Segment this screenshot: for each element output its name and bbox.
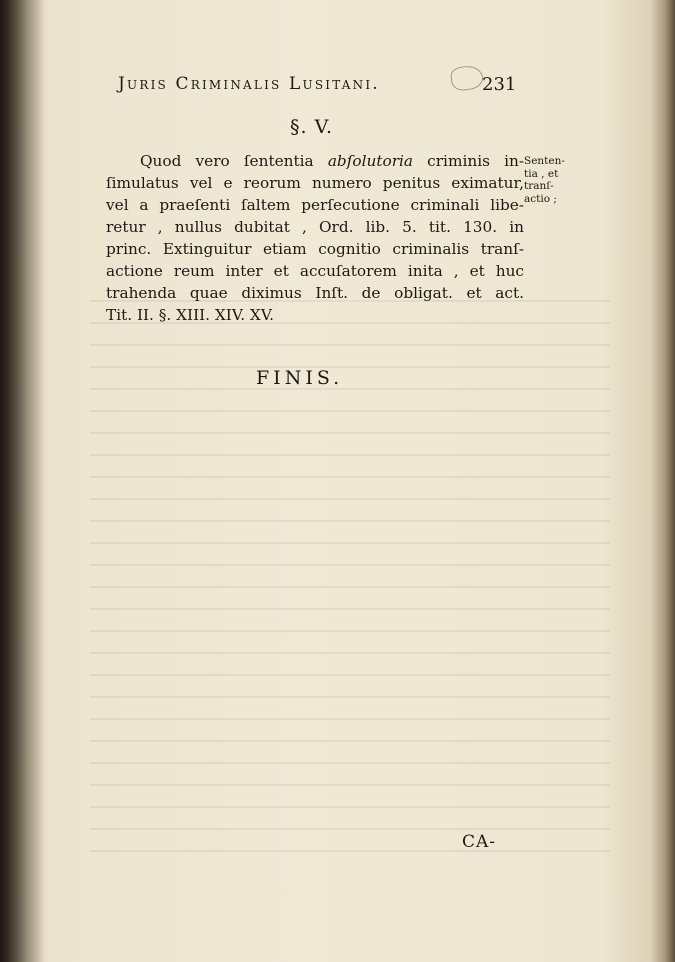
marginal-note-line: tranſ-: [524, 180, 554, 192]
marginal-note: [524, 155, 584, 205]
body-line: princ. Extinguitur etiam cognitio criminalis tranſ-: [106, 240, 524, 258]
binding-gutter: [0, 0, 44, 962]
marginal-note-line: tia , et: [524, 167, 559, 180]
page-number: 231: [482, 74, 517, 95]
body-line: ſimulatus vel e reorum numero penitus eximatur,: [106, 174, 524, 192]
show-through-texture: [90, 300, 610, 860]
running-head: Juris Criminalis Lusitani.: [118, 74, 380, 94]
body-line: trahenda quae diximus Inſt. de obligat. et act.: [106, 284, 524, 302]
body-line: retur , nullus dubitat , Ord. lib. 5. tit. 130. in: [106, 218, 524, 236]
body-line: vel a praeſenti ſaltem perſecutione criminali libe-: [106, 196, 524, 214]
body-line: Tit. II. §. XIII. XIV. XV.: [106, 306, 275, 324]
body-line: Quod vero ſententia abſolutoria criminis in-: [140, 152, 524, 170]
catchword: CA-: [462, 832, 497, 852]
marginal-note-line: actio ;: [524, 192, 557, 205]
finis-heading: FINIS.: [256, 367, 344, 389]
body-paragraph: [106, 150, 524, 326]
section-heading: §. V.: [290, 116, 334, 138]
marginal-note-line: Senten-: [524, 155, 565, 167]
body-line: actione reum inter et accuſatorem inita , et huc: [106, 262, 524, 280]
